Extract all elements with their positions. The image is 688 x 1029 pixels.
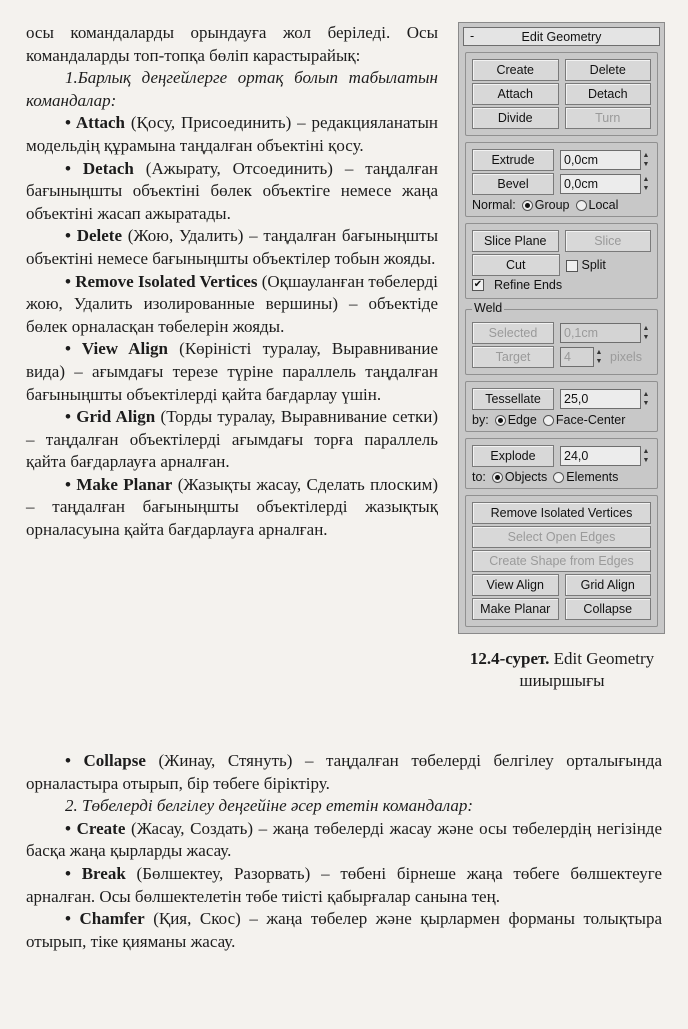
group-misc (465, 495, 658, 627)
group-extrude-bevel (465, 142, 658, 217)
spinner-arrows-icon[interactable]: ▲ ▼ (642, 391, 650, 407)
edit-geometry-panel (458, 22, 665, 634)
radio-off-icon[interactable] (543, 415, 554, 426)
item-view-align: • View Align (Көріністі туралау, Выравнивание вида) – ағымдағы терезе түріне параллель таңдалған бағыныңшты объектілерді қайта бағдарлау үшін. (26, 338, 438, 406)
item-create: • Create (Жасау, Создать) – жаңа төбелерді жасау және осы төбелердің негізінде басқа жаңа қырларды жасау. (26, 818, 662, 863)
extrude-button[interactable]: Extrude (472, 149, 554, 171)
bevel-spinner[interactable] (560, 174, 651, 194)
detach-button[interactable]: Detach (565, 83, 652, 105)
tessellate-button[interactable]: Tessellate (472, 388, 554, 410)
item-delete: • Delete (Жою, Удалить) – таңдалған бағыныңшты объектіні немесе бағыныңшты объектілер тобын жояды. (26, 225, 438, 270)
item-detach: • Detach (Ажырату, Отсоединить) – таңдалған бағыныңшты объектіні бөлек объектіге немесе жаңа объектіні жасап ажыратады. (26, 158, 438, 226)
rollout-title-label: Edit Geometry (521, 29, 602, 44)
target-pixels-value[interactable]: 4 (560, 347, 594, 367)
attach-button[interactable]: Attach (472, 83, 559, 105)
weld-selected-button[interactable]: Selected (472, 322, 554, 344)
radio-edge[interactable]: Edge (495, 413, 537, 427)
radio-on-icon[interactable] (522, 200, 533, 211)
collapse-icon[interactable]: - (470, 29, 475, 43)
spinner-arrows-icon[interactable]: ▲ ▼ (642, 448, 650, 464)
body-text-narrow (26, 22, 438, 542)
pixels-label: pixels (610, 350, 642, 364)
item-make-planar: • Make Planar (Жазықты жасау, Сделать плоским) – таңдалған бағыныңшты объектілерді жазықтық орналасуына қайта бағдарлауға арналған. (26, 474, 438, 542)
make-planar-button[interactable]: Make Planar (472, 598, 559, 620)
group-basic (465, 52, 658, 136)
group-tessellate (465, 381, 658, 432)
spinner-arrows-icon[interactable]: ▲ ▼ (642, 325, 650, 341)
radio-off-icon[interactable] (576, 200, 587, 211)
to-label: to: (472, 470, 486, 484)
item-attach: • Attach (Қосу, Присоединить) – редакцияланатын модельдің құрамына таңдалған объектіні қосу. (26, 112, 438, 157)
select-open-edges-button[interactable]: Select Open Edges (472, 526, 651, 548)
normal-label: Normal: (472, 198, 516, 212)
explode-spinner[interactable] (560, 446, 651, 466)
item-chamfer: • Chamfer (Қия, Скос) – жаңа төбелер және қырлармен форманы толықтыра отырып, тіке қияманы жасау. (26, 908, 662, 953)
create-button[interactable]: Create (472, 59, 559, 81)
grid-align-button[interactable]: Grid Align (565, 574, 652, 596)
figure-caption-text: Edit Geometry шиыршығы (519, 649, 655, 690)
spinner-arrows-icon[interactable]: ▲ ▼ (642, 152, 650, 168)
item-collapse: • Collapse (Жинау, Стянуть) – таңдалған төбелерді белгілеу орталығында орналастыра отырып, бір төбеге біріктіру. (26, 750, 662, 795)
delete-button[interactable]: Delete (565, 59, 652, 81)
extrude-value[interactable]: 0,0cm (560, 150, 641, 170)
paragraph-intro: осы командаларды орындауға жол беріледі. Осы командаларды топ-топқа бөліп карастырайық: (26, 23, 438, 65)
tessellate-value[interactable]: 25,0 (560, 389, 641, 409)
explode-button[interactable]: Explode (472, 445, 554, 467)
group-weld (465, 301, 658, 375)
target-pixels-spinner[interactable] (560, 347, 604, 367)
radio-local[interactable]: Local (576, 198, 619, 212)
slice-button[interactable]: Slice (565, 230, 652, 252)
item-remove-isolated: • Remove Isolated Vertices (Оқшауланған төбелерді жою, Удалить изолированные вершины) – объектіде бөлек орналасқан төбелерін жояды. (26, 271, 438, 339)
checkbox-empty-icon[interactable] (566, 260, 578, 272)
radio-off-icon[interactable] (553, 472, 564, 483)
figure-caption (462, 648, 662, 692)
heading-common-commands: 1.Барлық деңгейлерге ортақ болып табылатын командалар: (26, 68, 438, 110)
collapse-button[interactable]: Collapse (565, 598, 652, 620)
radio-on-icon[interactable] (495, 415, 506, 426)
figure-number: 12.4-сурет. (469, 649, 550, 668)
remove-isolated-vertices-button[interactable]: Remove Isolated Vertices (472, 502, 651, 524)
weld-target-button[interactable]: Target (472, 346, 554, 368)
extrude-spinner[interactable] (560, 150, 651, 170)
turn-button[interactable]: Turn (565, 107, 652, 129)
spinner-arrows-icon[interactable]: ▲ ▼ (595, 349, 603, 365)
refine-ends-checkbox[interactable]: ✔ Refine Ends (473, 278, 563, 292)
create-shape-from-edges-button[interactable]: Create Shape from Edges (472, 550, 651, 572)
tessellate-spinner[interactable] (560, 389, 651, 409)
normal-radio-group (472, 198, 651, 212)
radio-group[interactable]: Group (522, 198, 570, 212)
rollout-title[interactable] (463, 27, 660, 46)
item-break: • Break (Бөлшектеу, Разорвать) – төбені бірнеше жаңа төбеге бөлшектеуге арналған. Осы бөлшектелетін төбе тиісті қабырғалар санына тең. (26, 863, 662, 908)
split-checkbox[interactable]: Split (566, 258, 652, 272)
radio-objects[interactable]: Objects (492, 470, 547, 484)
spinner-arrows-icon[interactable]: ▲ ▼ (642, 176, 650, 192)
radio-elements[interactable]: Elements (553, 470, 618, 484)
body-text-full (26, 750, 662, 953)
bevel-value[interactable]: 0,0cm (560, 174, 641, 194)
weld-group-label: Weld (474, 301, 503, 315)
by-label: by: (472, 413, 489, 427)
heading-vertex-commands: 2. Төбелерді белгілеу деңгейіне әсер ететін командалар: (65, 796, 473, 816)
weld-threshold-value[interactable]: 0,1cm (560, 323, 641, 343)
bevel-button[interactable]: Bevel (472, 173, 554, 195)
tessellate-by-radio-group (472, 413, 651, 427)
checkmark-icon[interactable]: ✔ (473, 279, 483, 290)
cut-button[interactable]: Cut (472, 254, 560, 276)
radio-face-center[interactable]: Face-Center (543, 413, 625, 427)
explode-to-radio-group (472, 470, 651, 484)
weld-threshold-spinner[interactable] (560, 323, 651, 343)
view-align-button[interactable]: View Align (472, 574, 559, 596)
radio-on-icon[interactable] (492, 472, 503, 483)
group-explode (465, 438, 658, 489)
divide-button[interactable]: Divide (472, 107, 559, 129)
slice-plane-button[interactable]: Slice Plane (472, 230, 559, 252)
group-slice (465, 223, 658, 299)
item-grid-align: • Grid Align (Торды туралау, Выравнивание сетки) – таңдалған объектілерді ағымдағы торға параллель қайта бағдарлауға арналған. (26, 406, 438, 474)
explode-value[interactable]: 24,0 (560, 446, 641, 466)
